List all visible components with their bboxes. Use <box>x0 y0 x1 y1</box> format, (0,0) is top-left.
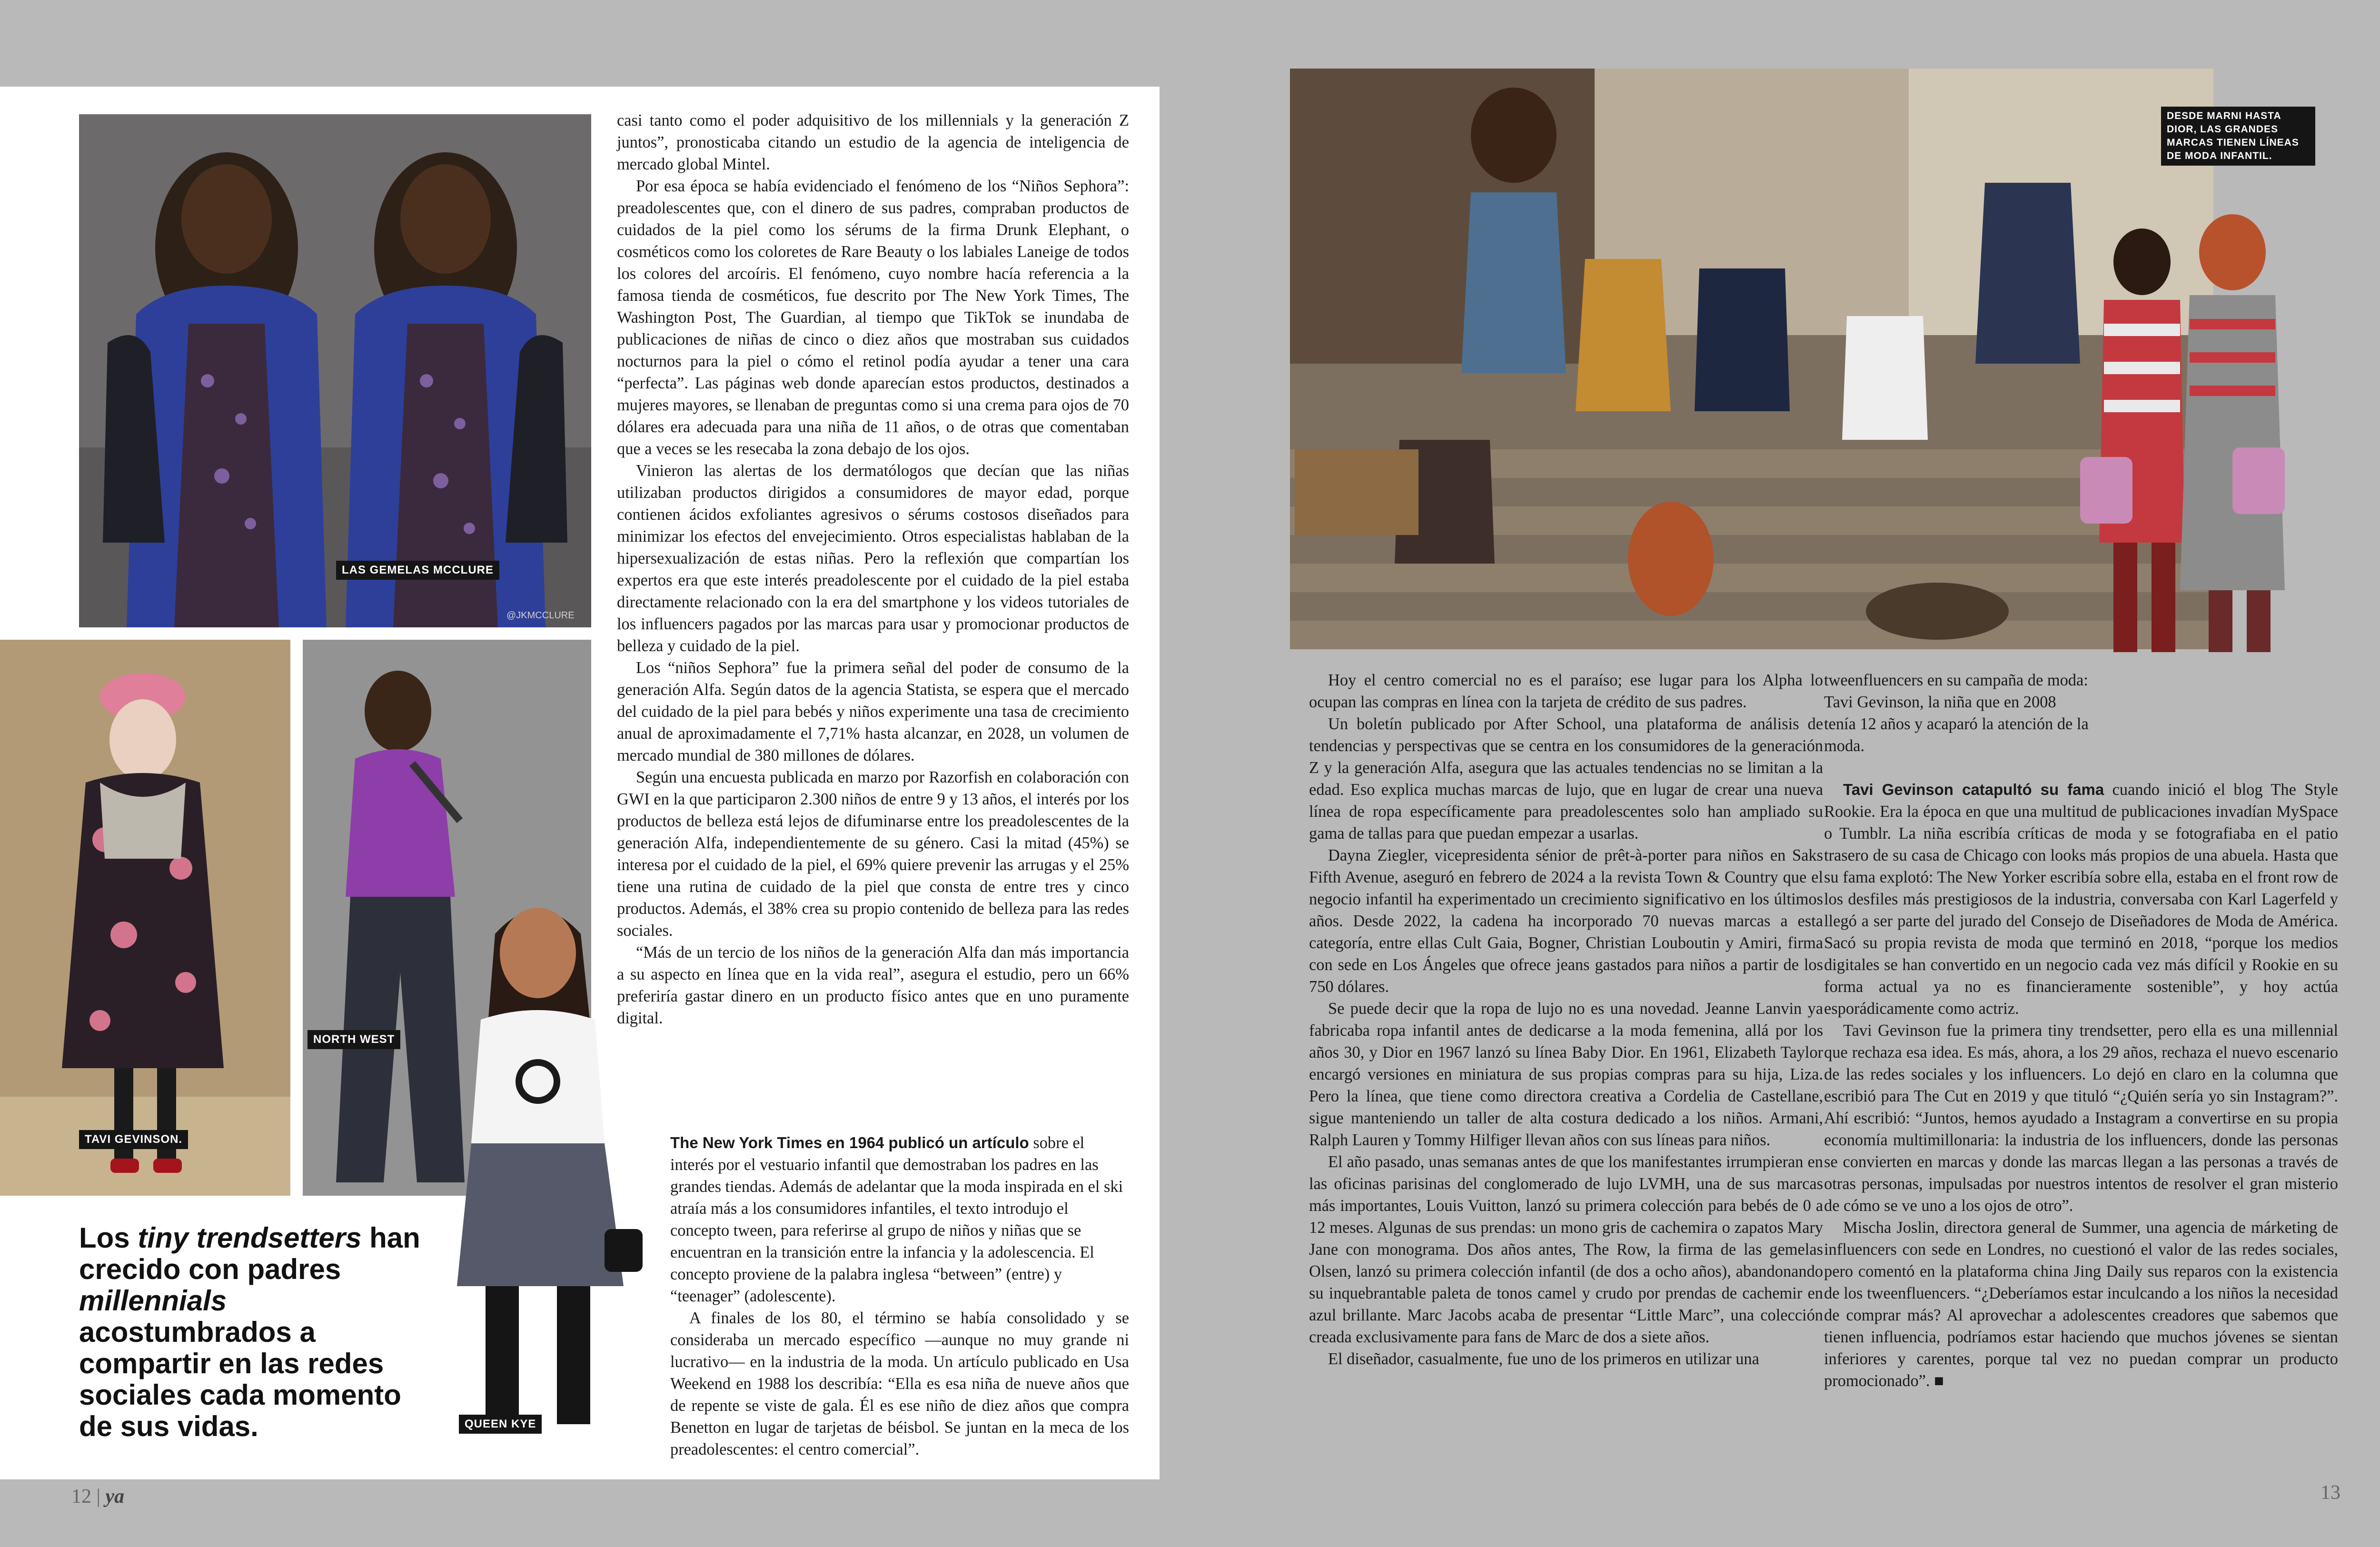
section-lead: The New York Times en 1964 publicó un artículo <box>670 1134 1029 1151</box>
paragraph: Los “niños Sephora” fue la primera señal del poder de consumo de la generación Alfa. Según datos de la agencia Statista, se espera que el mercado del cuidado de la piel para bebés y niños experimente una tasa de crecimiento anual de aproximadamente el 7,71% hasta alcanzar, en 2028, un volumen de mercado mundial de 380 millones de dólares. <box>617 659 1129 764</box>
section-lead: Tavi Gevinson catapultó su fama <box>1843 781 2104 798</box>
folio-brand: ya <box>105 1486 125 1507</box>
pull-quote-text-1: Los <box>79 1222 138 1254</box>
paragraph: Mischa Joslin, directora general de Summer, una agencia de márketing de influencers con sede en Londres, no cuestionó el valor de las redes sociales, pero comentó en la plataforma china Jing Daily sus reparos con la existencia de los tweenfluencers. “¿Deberíamos estar inculcando a los niños la necesidad de comprar más? Al aprovechar a adolescentes creadores que sabemos que tienen influencia, podríamos estar haciendo que muchos jóvenes se sientan inferiores y carentes, porque tal vez no puedan comprar un producto promocionado”. ■ <box>1824 1219 2338 1390</box>
pull-quote-italic-1: tiny trendsetters <box>138 1222 362 1254</box>
paragraph: tweenfluencers en su campaña de moda: Tavi Gevinson, la niña que en 2008 tenía 12 años y acaparó la atención de la moda. <box>1824 671 2089 755</box>
pull-quote-text-2: han crecido con padres <box>79 1222 420 1285</box>
left-body-column <box>617 109 1129 1029</box>
folio-number: 12 <box>71 1486 91 1507</box>
photo-tavi-gevinson <box>0 640 290 1196</box>
photo-credit-mcclure: @JKMCCLURE <box>506 610 575 621</box>
paragraph: Tavi Gevinson fue la primera tiny trendsetter, pero ella es una millennial que rechaza esa idea. Es más, ahora, a los 29 años, rechaza el nuevo escenario de las redes sociales y los influencers. Lo dejó en claro en la columna que escribió para The Cut en 2019 y que tituló “¿Quién sería yo sin Instagram?”. Ahí escribió: “Juntos, hemos ayudado a Instagram a convertirse en su propia economía multimillonaria: la industria de los influencers, donde las personas se convierten en marcas y donde las marcas llegan a las personas a través de otras personas, impulsadas por nuestros intentos de resolver el gran misterio de cómo se ve uno a los ojos de otro”. <box>1824 1021 2338 1215</box>
paragraph: A finales de los 80, el término se había consolidado y se consideraba un mercado específico —aunque no muy grande ni lucrativo— en la industria de la moda. Un artículo publicado en Usa Weekend en 1988 los describía: “Ella es esa niña de nueve años que de repente se viste de gala. Él es ese niño de diez años que compra Benetton en lugar de tarjetas de béisbol. Se juntan en la meca de los preadolescentes: el centro comercial”. <box>670 1309 1129 1458</box>
paragraph: Un boletín publicado por After School, una plataforma de análisis de tendencias y perspectivas que se centra en los consumidores de la generación Z y la generación Alfa, asegura que las actuales tendencias no se limitan a la edad. Eso explica muchas marcas de lujo, que en lugar de crear una nueva línea de ropa específicamente para preadolescentes solo han ampliado su gama de tallas para que puedan empezar a usarlas. <box>1309 715 1823 843</box>
photo-tag-tavi: TAVI GEVINSON. <box>79 1130 188 1149</box>
section-lead-continuation: cuando inició el blog The Style Rookie. Era la época en que una multitud de publicaciones invadían MySpace o Tumblr. La niña escribía críticas de moda y se fotografiaba en el patio trasero de su casa de Chicago con looks más propios de una abuela. Hasta que su fama explotó: The New Yorker escribía sobre ella, estaba en el front row de los desfiles más prestigiosos de la industria, conversaba con Karl Lagerfeld y llegó a ser parte del jurado del Consejo de Diseñadores de Moda de América. Sacó su propia revista de moda que terminó en 2018, “porque los medios digitales se han convertido en un negocio cada vez más difícil y Rookie en su forma actual ya no es financieramente sostenible”, y hoy actúa esporádicamente como actriz. <box>1824 781 2338 1018</box>
left-page <box>0 87 1160 1507</box>
paragraph: Por esa época se había evidenciado el fenómeno de los “Niños Sephora”: preadolescentes que, con el dinero de sus padres, compraban productos de cuidados de la piel como los sérums de la firma Drunk Elephant, o cosméticos como los coloretes de Rare Beauty o los labiales Laneige de todos los colores del arcoíris. El fenómeno, cuyo nombre hacía referencia a la famosa tienda de cosméticos, fue descrito por The New York Times, The Washington Post, The Guardian, al tiempo que TikTok se inundaba de publicaciones de niñas de cinco o diez años que mostraban sus cuidados nocturnos para la piel o cómo el retinol podía ayudar a tener una cara “perfecta”. Las páginas web donde aparecían estos productos, destinados a mujeres mayores, se llenaban de preguntas como si una crema para ojos de 70 dólares era adecuada para una niña de 11 años, o de otras que comentaban que a veces se les resecaba la zona debajo de los ojos. <box>617 177 1129 458</box>
kids-cutout-illustration <box>2071 209 2299 724</box>
right-body-column-2 <box>1824 669 2338 1392</box>
pull-quote <box>79 1222 436 1442</box>
page-number-right: 13 <box>2320 1482 2340 1504</box>
photo-mcclure-twins <box>79 114 591 627</box>
right-page-body <box>1271 652 2380 1547</box>
section-lead-continuation: sobre el interés por el vestuario infantil que demostraban los padres en las grandes tiendas. Además de adelantar que la moda inspirada en el ski atraía más a los consumidores infantiles, el texto introdujo el concepto tween, para referirse al grupo de niños y niñas que se encuentran en la transición entre la infancia y la adolescencia. El concepto proviene de la palabra inglesa “between” (entre) y “teenager” (adolescente). <box>670 1134 1123 1305</box>
pull-quote-text-3: acostumbrados a compartir en las redes sociales cada momento de sus vidas. <box>79 1316 401 1442</box>
photo-kids-cutout <box>2071 209 2299 724</box>
photo-tag-brands: DESDE MARNI HASTA DIOR, LAS GRANDES MARCAS TIENEN LÍNEAS DE MODA INFANTIL. <box>2161 107 2315 166</box>
tavi-illustration <box>0 640 290 1196</box>
right-page <box>1271 0 2380 1547</box>
page-number-left: 12 | ya <box>71 1486 125 1507</box>
left-body-column-lower <box>670 1132 1129 1460</box>
paragraph: Según una encuesta publicada en marzo por Razorfish en colaboración con GWI en la que participaron 2.300 niños de entre 9 y 13 años, el interés por los productos de belleza está lejos de difuminarse entre los preadolescentes de la generación Alfa, independientemente de su género. Casi la mitad (45%) se interesa por el cuidado de la piel, el 69% quiere prevenir las arrugas y el 25% tiene una rutina de cuidado de la piel que consta de entre tres y cinco productos. Además, el 38% crea su propio contenido de belleza para las redes sociales. <box>617 768 1129 940</box>
twins-illustration <box>79 114 591 627</box>
section-lead-paragraph <box>1824 779 2338 1020</box>
photo-tag-north-west: NORTH WEST <box>307 1030 400 1049</box>
paragraph: El año pasado, unas semanas antes de que los manifestantes irrumpieran en las oficinas parisinas del conglomerado de lujo LVMH, una de sus marcas más importantes, Louis Vuitton, lanzó su primera colección para bebés de 0 a 12 meses. Algunas de sus prendas: un mono gris de cachemira o zapatos Mary Jane con monograma. Dos años antes, The Row, la firma de las gemelas Olsen, lanzó su primera colección infantil (de dos a ocho años), abandonando su inquebrantable paleta de tonos camel y crudo por prendas de cachemir en azul brillante. Marc Jacobs acaba de presentar “Little Marc”, una colección creada exclusivamente para fans de Marc de dos a siete años. <box>1309 1153 1823 1346</box>
paragraph: casi tanto como el poder adquisitivo de los millennials y la generación Z juntos”, pronosticaba citando un estudio de la agencia de inteligencia de mercado global Mintel. <box>617 111 1129 173</box>
paragraph: Se puede decir que la ropa de lujo no es una novedad. Jeanne Lanvin ya fabricaba ropa infantil antes de dedicarse a la moda femenina, allá por los años 30, y Dior en 1967 lanzó su línea Baby Dior. En 1961, Elizabeth Taylor encargó versiones en miniatura de sus propias compras para su hija, Liza. Pero la línea, que tiene como directora creativa a Cordelia de Castellane, sigue manteniendo un taller de alta costura dedicado a los niños. Armani, Ralph Lauren y Tommy Hilfiger llevan años con sus líneas para niños. <box>1309 1000 1823 1149</box>
section-lead-paragraph <box>670 1132 1129 1307</box>
paragraph: Hoy el centro comercial no es el paraíso; ese lugar para los Alpha lo ocupan las compras en línea con la tarjeta de crédito de sus padres. <box>1309 671 1823 711</box>
photo-tag-queen-kye: QUEEN KYE <box>459 1415 542 1434</box>
right-body-column-1 <box>1309 669 1823 1370</box>
paragraph: Vinieron las alertas de los dermatólogos que decían que las niñas utilizaban productos dirigidos a consumidores de mayor edad, porque contienen ácidos exfoliantes agresivos o sérums costosos diseñados para minimizar los efectos del envejecimiento. Otros especialistas hablaban de la hipersexualización de estas niñas. Pero la reflexión que compartían los expertos era que este interés preadolescente por el cuidado de la piel estaba directamente relacionado con la era del smartphone y los videos tutoriales de los influencers pagados por las marcas para usar y promocionar productos de belleza y cuidado de la piel. <box>617 462 1129 655</box>
paragraph: El diseñador, casualmente, fue uno de los primeros en utilizar una <box>1328 1350 1759 1368</box>
paragraph: Dayna Ziegler, vicepresidenta sénior de prêt-à-porter para niños en Saks Fifth Avenue, aseguró en febrero de 2024 a la revista Town & Country que el negocio infantil ha experimentado un crecimiento significativo en los últimos años. Desde 2022, la cadena ha incorporado 70 nuevas marcas a esta categoría, entre ellas Cult Gaia, Bogner, Christian Louboutin y Amiri, firma con sede en Los Ángeles que ofrece jeans gastados para niños a partir de los 750 dólares. <box>1309 846 1823 996</box>
photo-tag-mcclure: LAS GEMELAS MCCLURE <box>336 561 499 580</box>
pull-quote-italic-2: millennials <box>79 1285 227 1317</box>
paragraph: “Más de un tercio de los niños de la generación Alfa dan más importancia a su aspecto en línea que en la vida real”, asegura el estudio, pero un 66% preferiría gastar dinero en un producto físico antes que en uno puramente digital. <box>617 943 1129 1027</box>
